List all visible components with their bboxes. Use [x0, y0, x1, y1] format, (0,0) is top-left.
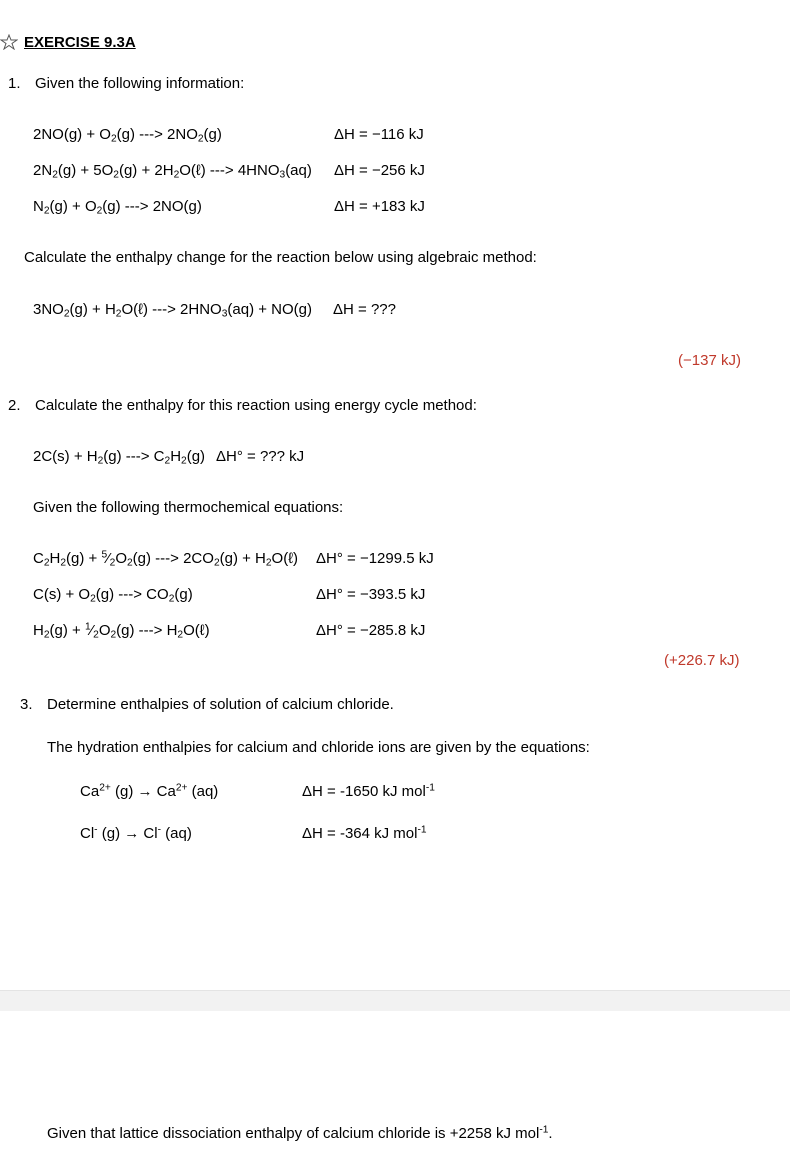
q2-delta-2: ΔH° = −393.5 kJ: [316, 586, 426, 603]
q3-number: 3.: [20, 696, 33, 713]
q2-delta-3: ΔH° = −285.8 kJ: [316, 622, 426, 639]
q1-prompt: Given the following information:: [35, 75, 245, 92]
q2-number: 2.: [8, 397, 21, 414]
q3-prompt: Determine enthalpies of solution of calcium chloride.: [47, 696, 394, 713]
q1-target-delta: ΔH = ???: [333, 301, 396, 318]
q1-delta-3: ΔH = +183 kJ: [334, 198, 425, 215]
q3-delta-1: ΔH = -1650 kJ mol$^{-1}$: [302, 782, 435, 800]
q1-number: 1.: [8, 75, 21, 92]
q2-delta-1: ΔH° = −1299.5 kJ: [316, 550, 434, 567]
q1-equation-2: $2N_2(g) + 5O_2(g)$ + $2H_2O(\ell)$ ---> $4HNO_3(aq)$: [33, 162, 312, 181]
q1-task: Calculate the enthalpy change for the reaction below using algebraic method:: [24, 249, 537, 266]
q1-target-equation: $3NO_2(g)$ + $H_2O(\ell)$ ---> $2HNO_3(aq) + NO(g)$: [33, 301, 312, 320]
q3-intro: The hydration enthalpies for calcium and chloride ions are given by the equations:: [47, 739, 590, 756]
q3-lattice-line: [47, 1126, 553, 1141]
q2-prompt: Calculate the enthalpy for this reaction using energy cycle method:: [35, 397, 477, 414]
q2-target-delta: ΔH° = ??? kJ: [216, 448, 305, 465]
star-cursor-icon: [0, 34, 18, 50]
q3-equation-1: $Ca^{2+}$ $(g) \to Ca^{2+}$ (aq): [80, 782, 219, 800]
q1-answer: (−137 kJ): [678, 352, 741, 369]
page-title: EXERCISE 9.3A: [24, 34, 136, 51]
q1-delta-2: ΔH = −256 kJ: [334, 162, 425, 179]
q1-equation-3: $N_2(g) + O_2(g)$ ---> 2NO(g): [33, 198, 202, 217]
q3-equation-2: Cl- (g) → Cl- (aq): [80, 824, 192, 842]
page-break-divider: [0, 990, 790, 1011]
q2-given: Given the following thermochemical equations:: [33, 499, 344, 516]
q2-equation-3: $H_2(g)$ + $^1⁄_2O_2(g)$ ---> $H_2O(\ell)$: [33, 621, 210, 641]
q2-target-equation: $2C(s) + H_2(g)$ ---> $C_2H_2(g)$: [33, 448, 206, 467]
q3-lattice-end: .: [548, 1125, 553, 1142]
q2-equation-2: $C(s) + O_2(g)$ ---> $CO_2(g)$: [33, 586, 193, 605]
q3-delta-2: ΔH = -364 kJ mol$^{-1}$: [302, 824, 427, 842]
q2-answer: (+226.7 kJ): [664, 652, 740, 669]
q3-lattice-text: Given that lattice dissociation enthalpy of calcium chloride is +2258 kJ mol: [47, 1125, 540, 1142]
q3-lattice-sup: -1: [539, 1124, 549, 1136]
q2-equation-1: $C_2H_2(g)$ + $^5⁄_2O_2(g)$ ---> $2CO_2(g)$ + $H_2O(\ell)$: [33, 549, 299, 569]
q1-equation-1: $2NO(g) + O_2(g)$ ---> $2NO_2(g)$: [33, 126, 222, 145]
q1-delta-1: ΔH = −116 kJ: [334, 126, 424, 143]
